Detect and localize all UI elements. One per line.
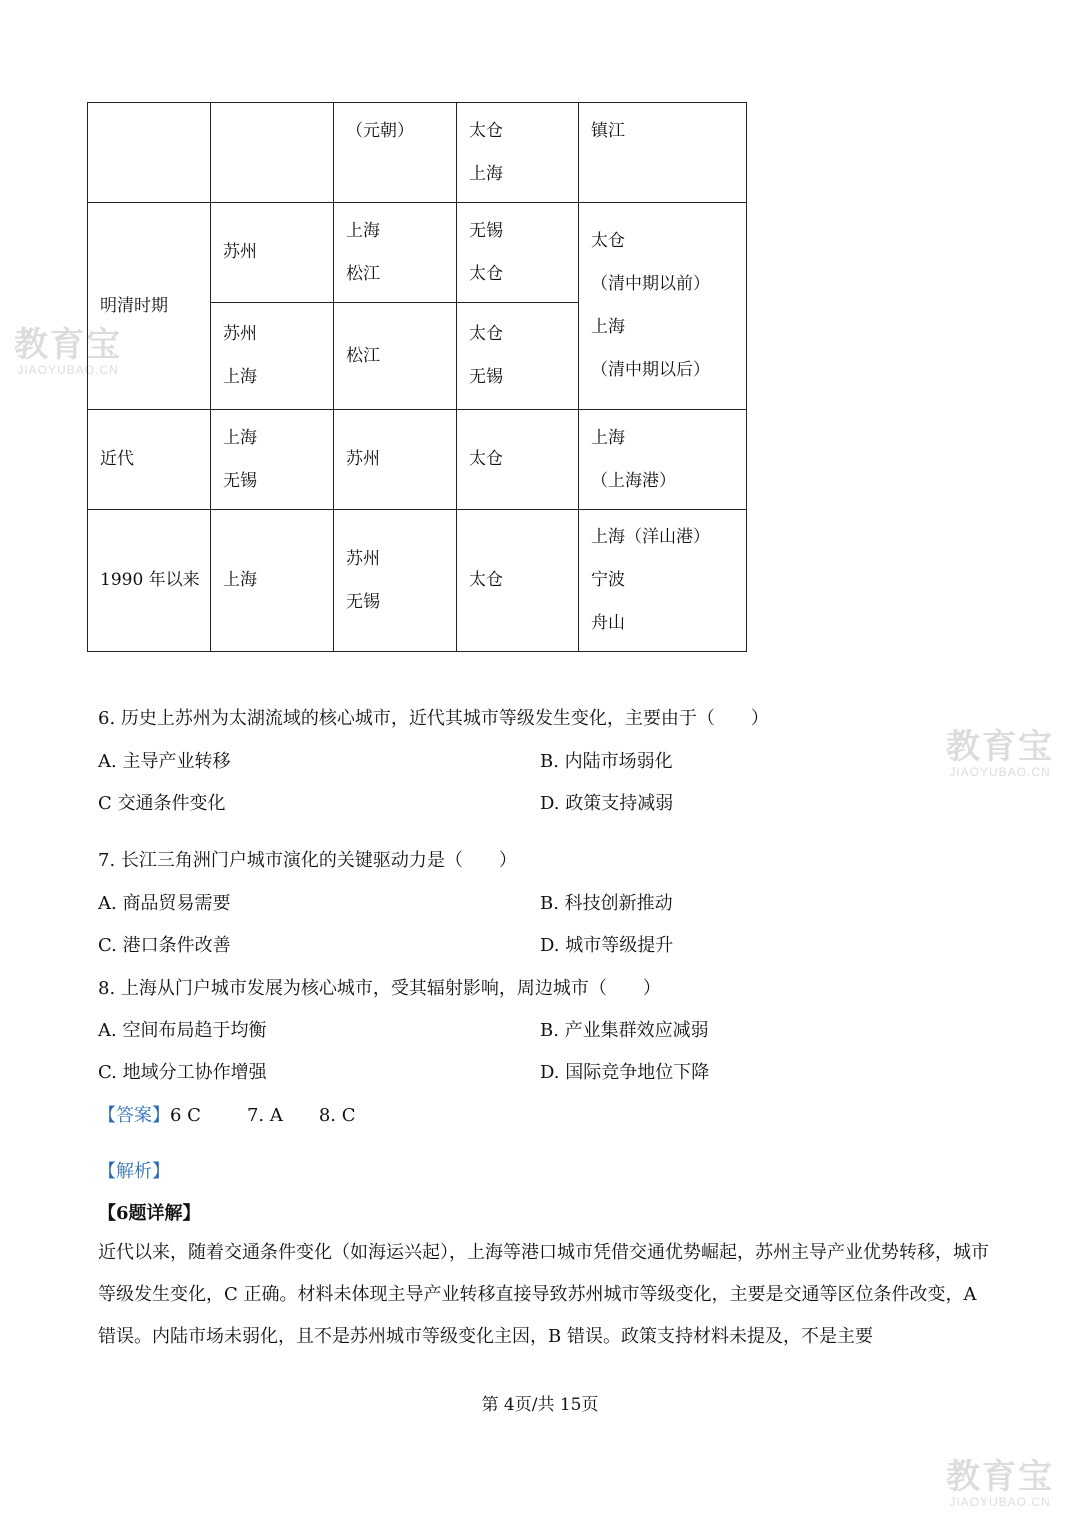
table-cell: 上海（洋山港） 宁波 舟山: [579, 510, 747, 652]
table-cell: 松江: [334, 303, 457, 410]
period-cell: 明清时期: [88, 203, 211, 410]
answer-item: 7. A: [246, 1105, 283, 1126]
detail-heading: 【6题详解】: [98, 1203, 201, 1224]
watermark-logo: 教育宝 JIAOYUBAO.CN: [946, 727, 1054, 779]
table-cell: 太仓 上海: [457, 103, 579, 203]
table-cell: 上海 无锡: [211, 410, 334, 510]
table-row: [88, 203, 747, 303]
question-8-option-c: C. 地域分工协作增强: [98, 1062, 267, 1083]
question-6-option-c: C 交通条件变化: [98, 793, 226, 814]
table-row: [88, 103, 747, 203]
answer-label: 【答案】: [98, 1105, 170, 1126]
question-6-option-d: D. 政策支持减弱: [540, 793, 674, 814]
answer-item: 6 C: [170, 1105, 201, 1126]
question-7-option-c: C. 港口条件改善: [98, 935, 231, 956]
table-cell: 上海 （上海港）: [579, 410, 747, 510]
table-cell: [88, 103, 211, 203]
table-cell: 太仓 无锡: [457, 303, 579, 410]
question-8-stem: 8. 上海从门户城市发展为核心城市，受其辐射影响，周边城市（ ）: [98, 978, 661, 999]
table-row: [88, 510, 747, 652]
question-8-option-a: A. 空间布局趋于均衡: [98, 1020, 267, 1041]
question-8-option-b: B. 产业集群效应减弱: [540, 1020, 709, 1041]
detail-paragraph: 近代以来，随着交通条件变化（如海运兴起），上海等港口城市凭借交通优势崛起，苏州主导产业优势转移，城市等级发生变化，C 正确。材料未体现主导产业转移直接导致苏州城市等级变化，主要是交通等区位条件改变，A 错误。内陆市场未弱化，且不是苏州城市等级变化主因，B 错误。政策支持材料未提及，不是主要: [98, 1242, 989, 1347]
table-cell: （元朝）: [334, 103, 457, 203]
table-cell: 苏州: [334, 410, 457, 510]
table-row: [88, 410, 747, 510]
answer-item: 8. C: [318, 1105, 356, 1126]
question-7-option-a: A. 商品贸易需要: [98, 893, 231, 914]
table-cell: 太仓: [457, 410, 579, 510]
table-cell: 苏州 无锡: [334, 510, 457, 652]
table-cell: 上海 松江: [334, 203, 457, 303]
question-6-option-b: B. 内陆市场弱化: [540, 751, 673, 772]
period-cell: 近代: [88, 410, 211, 510]
watermark-logo: 教育宝 JIAOYUBAO.CN: [946, 1457, 1054, 1509]
table-cell: 苏州 上海: [211, 303, 334, 410]
question-7-option-d: D. 城市等级提升: [540, 935, 674, 956]
table-cell: 无锡 太仓: [457, 203, 579, 303]
table-cell: 镇江: [579, 103, 747, 203]
table-cell: [211, 103, 334, 203]
question-6-stem: 6. 历史上苏州为太湖流域的核心城市，近代其城市等级发生变化，主要由于（ ）: [98, 708, 769, 729]
page-footer: 第 4页/共 15页: [481, 1395, 599, 1415]
table-cell: 太仓: [457, 510, 579, 652]
question-6-option-a: A. 主导产业转移: [98, 751, 231, 772]
answer-line: [98, 1101, 356, 1127]
table-cell: 上海: [211, 510, 334, 652]
watermark-logo: 教育宝 JIAOYUBAO.CN: [14, 325, 122, 377]
question-7-option-b: B. 科技创新推动: [540, 893, 673, 914]
analysis-label: 【解析】: [98, 1161, 170, 1182]
period-cell: 1990 年以来: [88, 510, 211, 652]
city-hierarchy-table: [87, 102, 747, 652]
table-cell: 太仓 （清中期以前） 上海 （清中期以后）: [579, 203, 747, 410]
table-cell: 苏州: [211, 203, 334, 303]
question-7-stem: 7. 长江三角洲门户城市演化的关键驱动力是（ ）: [98, 850, 517, 871]
question-8-option-d: D. 国际竞争地位下降: [540, 1062, 710, 1083]
